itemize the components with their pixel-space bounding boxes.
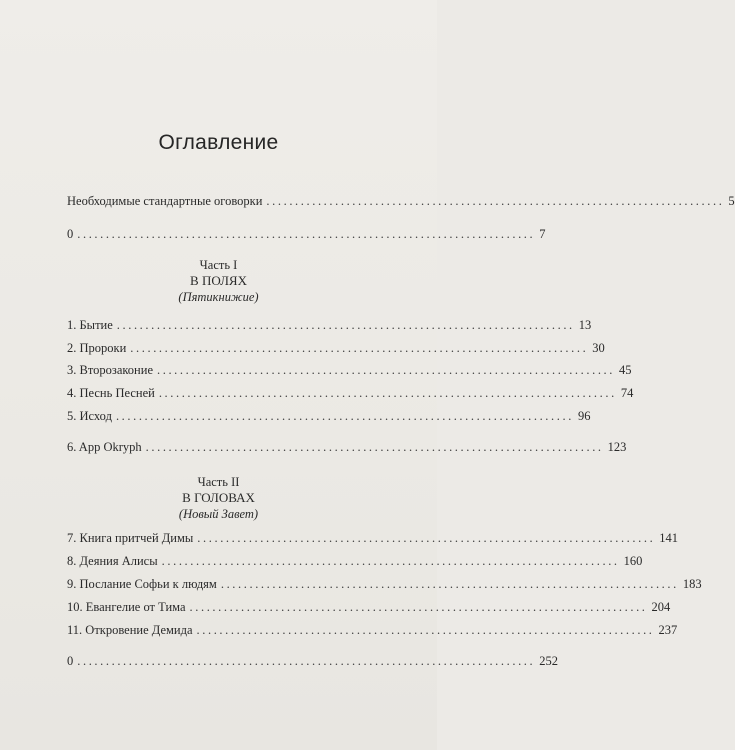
leader-dots: ................................................................................ (220, 577, 679, 591)
part-number: Часть II (197, 475, 240, 489)
toc-entry[interactable] (67, 407, 591, 425)
toc-entry-label: 9. Послание Софьи к людям (67, 577, 217, 591)
toc-entry-label: 5. Исход (67, 409, 112, 423)
toc-entry-page: 160 (623, 554, 643, 568)
toc-entry-page: 13 (578, 318, 592, 332)
leader-dots: ................................................................................ (77, 654, 536, 668)
toc-entry-label: 1. Бытие (67, 318, 113, 332)
toc-entry[interactable] (67, 575, 702, 593)
leader-dots: ................................................................................ (115, 409, 574, 423)
leader-dots: ................................................................................ (145, 440, 604, 454)
toc-entry-label: 0 (67, 654, 74, 668)
toc-entry-label: 0 (67, 227, 74, 241)
leader-dots: ................................................................................ (189, 600, 648, 614)
part-subtitle: (Новый Завет) (178, 507, 259, 521)
toc-entry-page: 96 (577, 409, 591, 423)
toc-entry-page: 74 (620, 386, 634, 400)
leader-dots: ................................................................................ (266, 194, 725, 208)
toc-entry-page: 7 (539, 227, 546, 241)
toc-entry-page: 5 (728, 194, 735, 208)
part-number: Часть I (199, 258, 238, 272)
leader-dots: ................................................................................ (197, 531, 656, 545)
toc-entry[interactable] (67, 225, 546, 243)
toc-entry[interactable] (67, 598, 671, 616)
toc-entry-page: 204 (651, 600, 671, 614)
toc-entry-label: 6. App Okryph (67, 440, 142, 454)
toc-entry[interactable] (67, 438, 627, 456)
part-heading (0, 474, 437, 522)
toc-entry-page: 30 (592, 341, 605, 355)
leader-dots: ................................................................................ (116, 318, 575, 332)
leader-dots: ................................................................................ (77, 227, 536, 241)
toc-entry-page: 141 (659, 531, 679, 545)
part-name: В ГОЛОВАХ (182, 490, 255, 505)
toc-entry[interactable] (67, 361, 632, 379)
leader-dots: ................................................................................ (130, 341, 589, 355)
toc-entry[interactable] (67, 652, 558, 670)
toc-entry-label: 8. Деяния Алисы (67, 554, 158, 568)
toc-entry-page: 252 (539, 654, 558, 668)
toc-entry[interactable] (67, 316, 592, 334)
toc-entry[interactable] (67, 384, 634, 402)
leader-dots: ................................................................................ (161, 554, 620, 568)
toc-entry[interactable] (67, 529, 679, 547)
toc-entry-label: 7. Книга притчей Димы (67, 531, 194, 545)
toc-entry-label: 10. Евангелие от Тима (67, 600, 186, 614)
toc-entry-page: 123 (607, 440, 627, 454)
page-title: Оглавление (158, 131, 279, 154)
toc-entry-page: 237 (658, 623, 678, 637)
part-name: В ПОЛЯХ (190, 273, 247, 288)
toc-entry-label: 2. Пророки (67, 341, 127, 355)
toc-entry-label: 4. Песнь Песней (67, 386, 155, 400)
toc-entry[interactable] (67, 192, 735, 210)
leader-dots: ................................................................................ (196, 623, 655, 637)
toc-entry-page: 183 (682, 577, 702, 591)
toc-entry-label: 11. Откровение Демида (67, 623, 193, 637)
toc-entry-label: Необходимые стандартные оговорки (67, 194, 263, 208)
leader-dots: ................................................................................ (157, 363, 615, 377)
toc-entry-page: 45 (619, 363, 632, 377)
part-subtitle: (Пятикнижие) (178, 290, 259, 304)
toc-entry[interactable] (67, 552, 643, 570)
toc-entry[interactable] (67, 339, 605, 357)
toc-entry[interactable] (67, 621, 678, 639)
toc-entry-label: 3. Второзаконие (67, 363, 153, 377)
leader-dots: ................................................................................ (158, 386, 617, 400)
part-heading (0, 257, 437, 305)
